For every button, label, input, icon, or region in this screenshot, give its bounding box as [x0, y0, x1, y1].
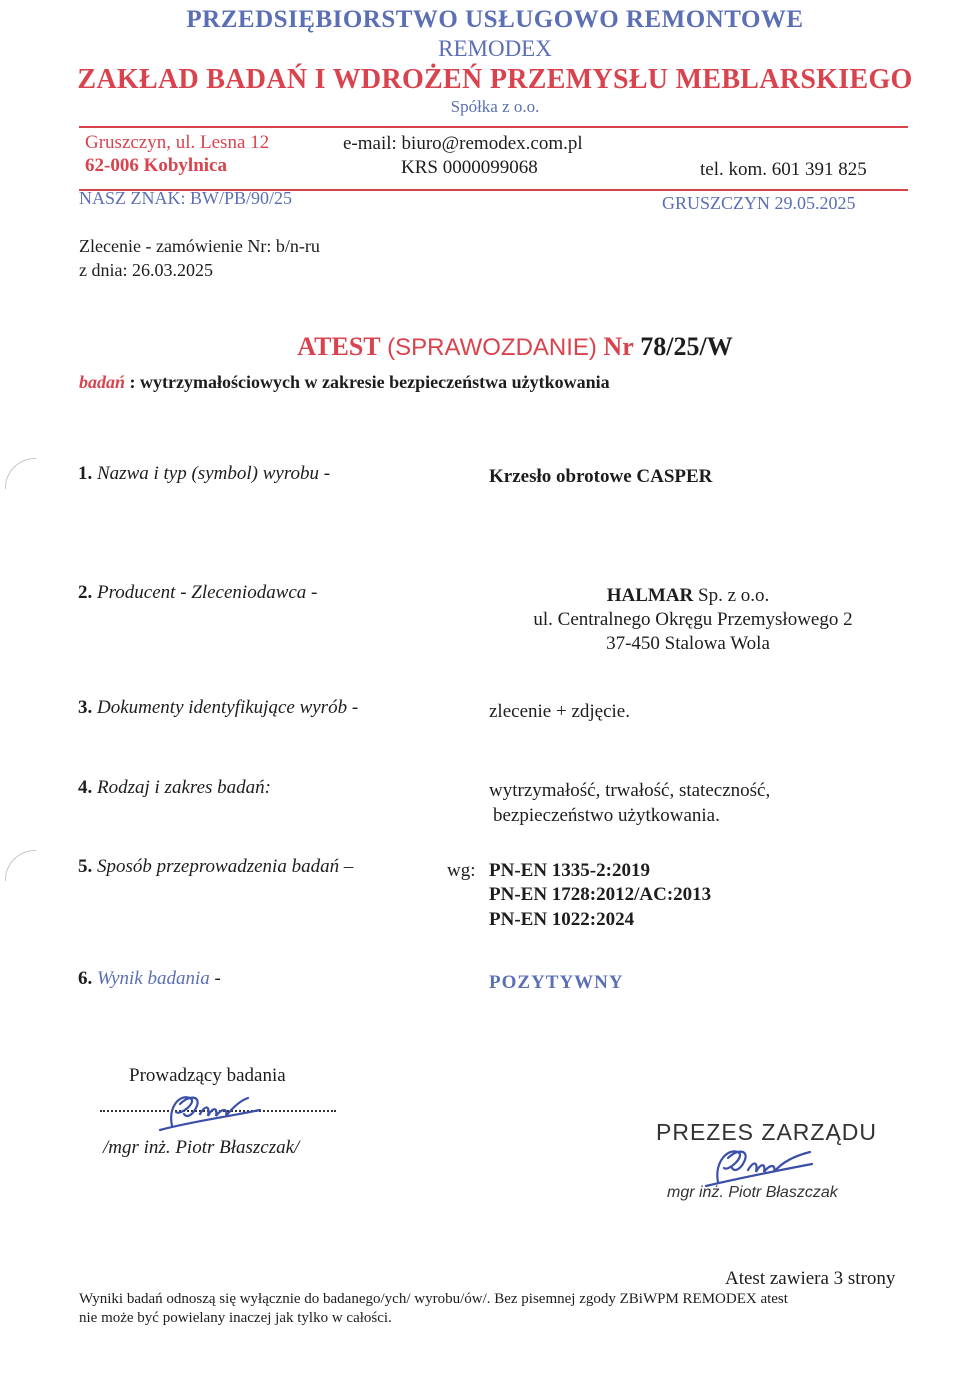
company-name: PRZEDSIĘBIORSTWO USŁUGOWO REMONTOWE [186, 6, 804, 33]
item-label-text: Dokumenty identyfikujące wyrób - [97, 697, 359, 718]
subtitle-word: badań [79, 372, 126, 392]
email: e-mail: biuro@remodex.com.pl [343, 133, 583, 154]
header-divider-top [79, 126, 908, 128]
document-subtitle [79, 372, 610, 393]
supervisor-title: Prowadzący badania [129, 1065, 286, 1086]
page-count-note: Atest zawiera 3 strony [725, 1268, 896, 1289]
phone: tel. kom. 601 391 825 [700, 159, 867, 180]
punch-hole-mark [5, 458, 36, 489]
producer-city: 37-450 Stalowa Wola [606, 633, 770, 654]
disclaimer-line-1: Wyniki badań odnoszą się wyłącznie do badanego/ych/ wyrobu/ów/. Bez pisemnej zgody ZBiWPM REMODEX atest [79, 1291, 788, 1307]
item-label-text: Nazwa i typ (symbol) wyrobu - [97, 463, 331, 484]
punch-hole-mark [5, 850, 36, 881]
item-2-label [78, 582, 317, 604]
ceo-title: PREZES ZARZĄDU [656, 1119, 878, 1145]
test-result: POZYTYWNY [489, 972, 624, 993]
standard-2: PN-EN 1728:2012/AC:2013 [489, 884, 712, 905]
item-4-label [78, 777, 271, 799]
item-label-text: Wynik badania [97, 968, 210, 989]
address-line-1: Gruszczyn, ul. Lesna 12 [85, 132, 270, 153]
subtitle-rest: : wytrzymałościowych w zakresie bezpieczeństwa użytkowania [129, 372, 610, 392]
our-reference: NASZ ZNAK: BW/PB/90/25 [79, 188, 293, 208]
item-label-text: Sposób przeprowadzenia badań – [97, 856, 354, 877]
producer-street: ul. Centralnego Okręgu Przemysłowego 2 [533, 609, 853, 630]
legal-form: Spółka z o.o. [450, 97, 540, 116]
ceo-name: mgr inż. Piotr Błaszczak [667, 1184, 838, 1201]
producer-company-suffix: Sp. z o.o. [693, 585, 770, 606]
title-number: 78/25/W [640, 332, 733, 361]
standard-1: PN-EN 1335-2:2019 [489, 860, 650, 881]
item-label-suffix: - [209, 968, 221, 989]
item-4-value-line-1: wytrzymałość, trwałość, stateczność, [489, 780, 771, 801]
item-number: 4. [78, 777, 93, 798]
item-number: 5. [78, 856, 93, 877]
item-4-value-line-2: bezpieczeństwo użytkowania. [493, 805, 720, 826]
disclaimer-line-2: nie może być powielany inaczej jak tylko w całości. [79, 1310, 392, 1326]
krs-number: KRS 0000099068 [401, 157, 538, 178]
supervisor-name: /mgr inż. Piotr Błaszczak/ [103, 1137, 300, 1158]
item-1-value: Krzesło obrotowe CASPER [489, 466, 713, 487]
producer-company: HALMAR [606, 585, 694, 606]
order-date: z dnia: 26.03.2025 [79, 260, 213, 280]
item-number: 2. [78, 582, 93, 603]
order-number: Zlecenie - zamówienie Nr: b/n-ru [79, 236, 320, 256]
standards-prefix: wg: [447, 860, 476, 881]
place-date: GRUSZCZYN 29.05.2025 [662, 193, 856, 213]
item-6-label [78, 968, 221, 990]
title-atest: ATEST [297, 332, 381, 361]
item-number: 3. [78, 697, 93, 718]
item-label-text: Rodzaj i zakres badań: [97, 777, 271, 798]
brand-name: REMODEX [438, 36, 552, 61]
supervisor-signature [150, 1086, 270, 1136]
item-3-value: zlecenie + zdjęcie. [489, 701, 630, 722]
producer-name [518, 585, 858, 607]
item-5-label [78, 856, 353, 878]
item-number: 6. [78, 968, 93, 989]
item-number: 1. [78, 463, 93, 484]
document-title [0, 332, 970, 362]
lab-name: ZAKŁAD BADAŃ I WDROŻEŃ PRZEMYSŁU MEBLARSKIEGO [77, 64, 913, 95]
title-nr: Nr [603, 332, 634, 361]
item-1-label [78, 463, 330, 485]
item-3-label [78, 697, 358, 719]
standard-3: PN-EN 1022:2024 [489, 909, 635, 930]
title-report: (SPRAWOZDANIE) [387, 334, 597, 361]
item-label-text: Producent - Zleceniodawca - [97, 582, 318, 603]
address-line-2: 62-006 Kobylnica [85, 155, 227, 176]
